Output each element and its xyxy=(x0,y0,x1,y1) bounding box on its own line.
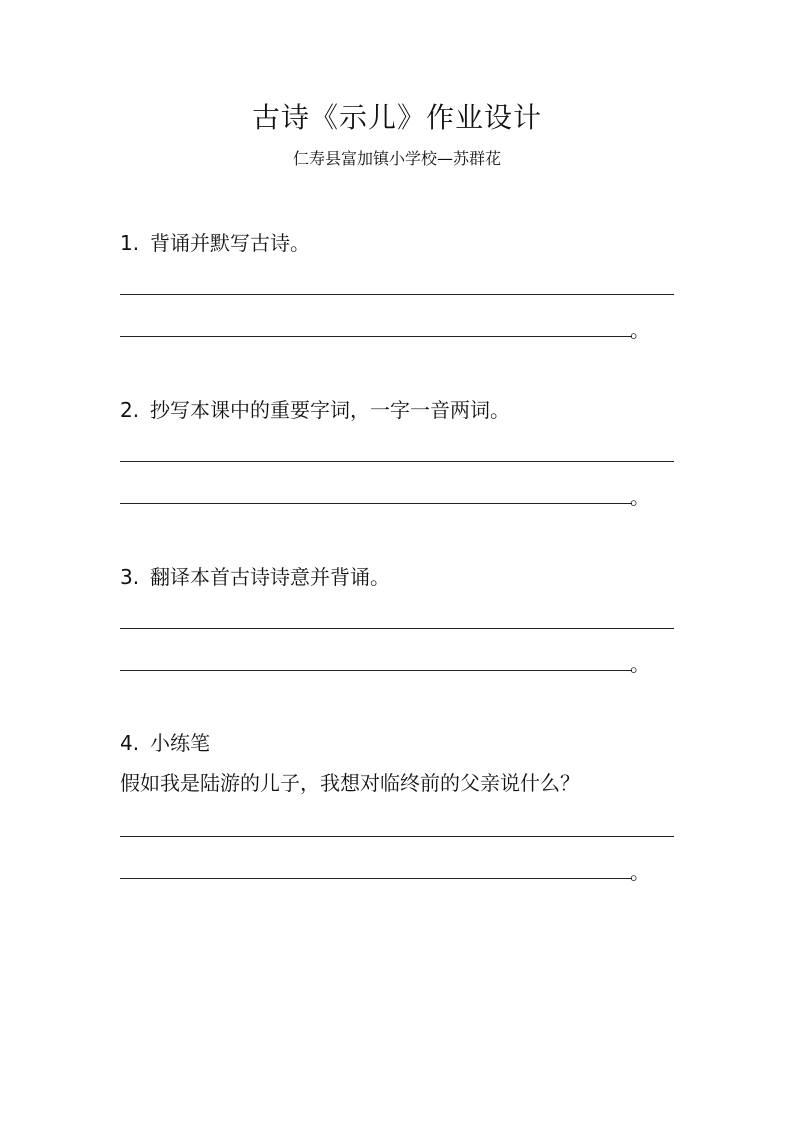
question-4 xyxy=(120,728,210,758)
answer-line-2b[interactable] xyxy=(120,503,632,504)
line-end-period: 。 xyxy=(630,652,650,676)
answer-line-1b[interactable] xyxy=(120,336,632,337)
question-3 xyxy=(120,562,390,592)
question-number: 1. xyxy=(120,231,140,255)
line-end-period: 。 xyxy=(630,485,650,509)
question-number: 3. xyxy=(120,565,140,589)
answer-line-3a[interactable] xyxy=(120,628,674,629)
line-end-period: 。 xyxy=(630,318,650,342)
question-text: 翻译本首古诗诗意并背诵。 xyxy=(150,565,390,589)
answer-line-2a[interactable] xyxy=(120,461,674,462)
question-2 xyxy=(120,395,510,425)
answer-line-4a[interactable] xyxy=(120,836,674,837)
question-text: 背诵并默写古诗。 xyxy=(150,231,310,255)
question-text: 抄写本课中的重要字词，一字一音两词。 xyxy=(150,398,510,422)
answer-line-4b[interactable] xyxy=(120,878,632,879)
answer-line-3b[interactable] xyxy=(120,670,632,671)
question-text: 小练笔 xyxy=(150,731,210,755)
question-number: 4. xyxy=(120,731,140,755)
question-number: 2. xyxy=(120,398,140,422)
document-title: 古诗《示儿》作业设计 xyxy=(251,101,542,134)
question-1 xyxy=(120,228,310,258)
line-end-period: 。 xyxy=(630,860,650,884)
document-author: 仁寿县富加镇小学校—苏群花 xyxy=(292,149,501,168)
answer-line-1a[interactable] xyxy=(120,294,674,295)
question-4-prompt: 假如我是陆游的儿子，我想对临终前的父亲说什么？ xyxy=(120,771,580,795)
